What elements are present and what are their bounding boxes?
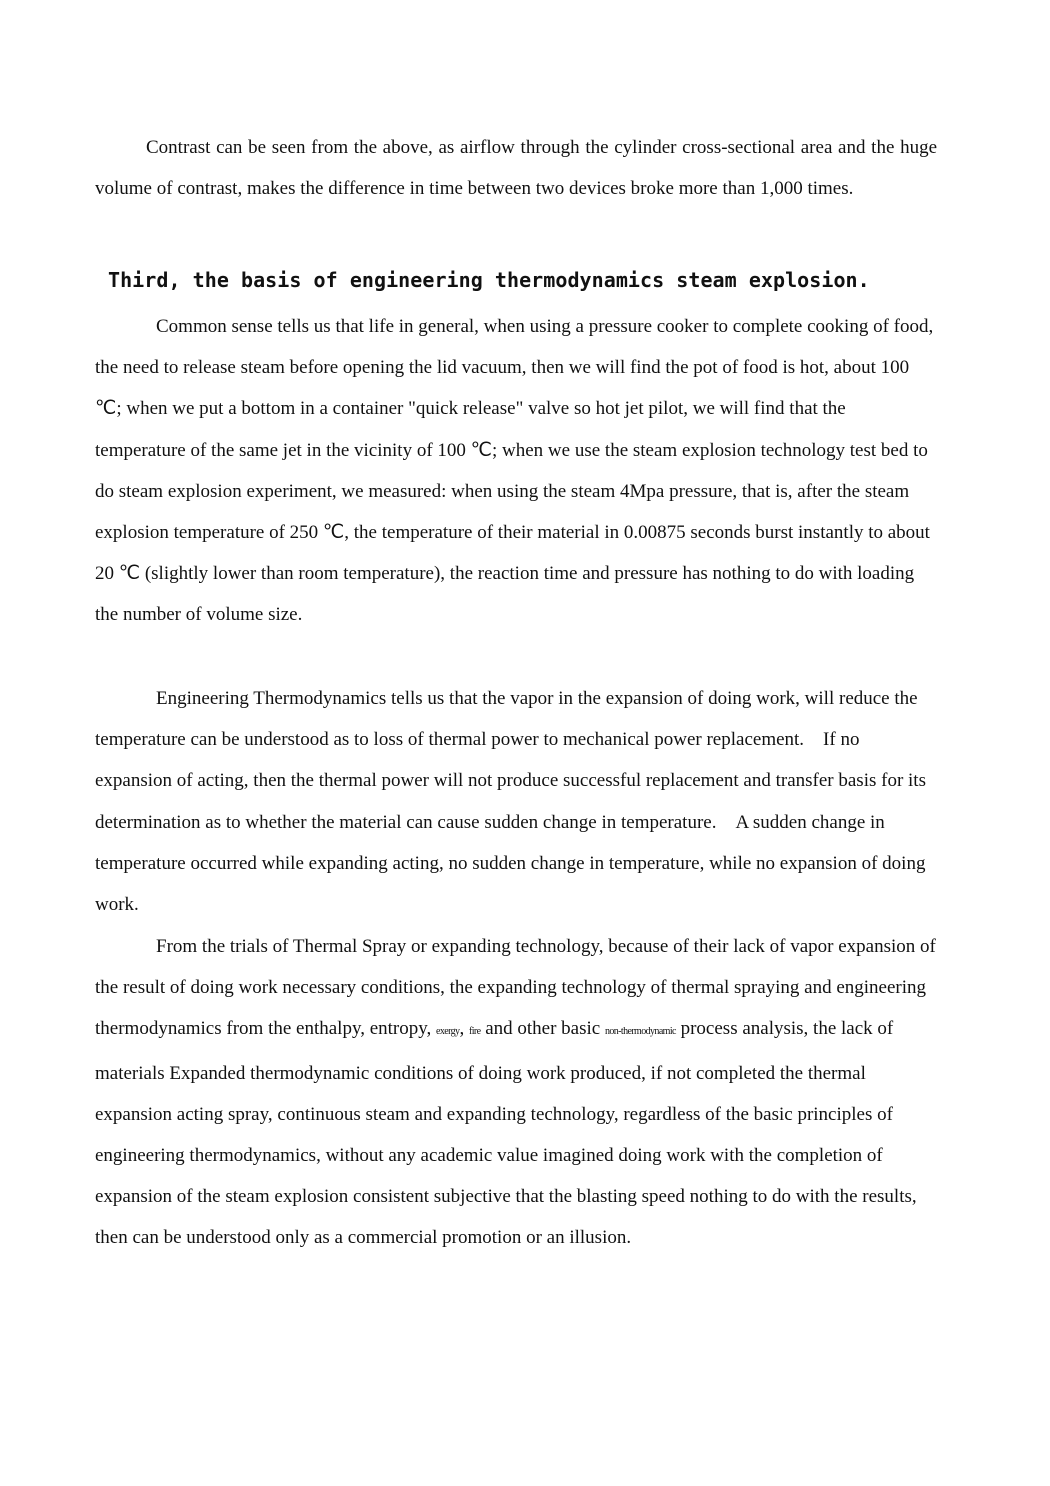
- paragraph-engineering-thermodynamics: Engineering Thermodynamics tells us that the vapor in the expansion of doing work, will reduce the temperature can be understood as to loss of thermal power to mechanical power replacement. If no expansion of acting, then the thermal power will not produce successful replacement and transfer basis for its determination as to whether the material can cause sudden change in temperature. A sudden change in temperature occurred while expanding acting, no sudden change in temperature, while no expansion of doing work.: [95, 688, 926, 916]
- paragraph-common-sense: Common sense tells us that life in general, when using a pressure cooker to complete cooking of food, the need to release steam before opening the lid vacuum, then we will find the pot of food is hot, about 100 ℃; when we put a bottom in a container "quick release" valve so hot jet pilot, we will find that the temperature of the same jet in the vicinity of 100 ℃; when we use the steam explosion technology test bed to do steam explosion experiment, we measured: when using the steam 4Mpa pressure, that is, after the steam explosion temperature of 250 ℃, the temperature of their material in 0.00875 seconds burst instantly to about 20 ℃ (slightly lower than room temperature), the reaction time and pressure has nothing to do with loading the number of volume size.: [95, 316, 934, 626]
- small-term-exergy: exergy: [436, 1026, 460, 1038]
- paragraph-contrast: Contrast can be seen from the above, as airflow through the cylinder cross-sectional area and the huge volume of contrast, makes the difference in time between two devices broke more than 1,000 times.: [95, 137, 937, 200]
- small-term-fire: fire: [468, 1026, 481, 1038]
- paragraph-text-part: From the trials of Thermal Spray or expanding technology, because of their lack of vapor expansion of the result of doing work necessary conditions, the expanding technology of thermal spraying and engineering thermodynamics from the enthalpy, entropy,: [95, 936, 936, 1040]
- paragraph-thermal-spray: [95, 926, 937, 1259]
- paragraph-text-part: process analysis, the lack of materials Expanded thermodynamic conditions of doing work produced, if not completed the thermal expansion acting spray, continuous steam and expanding technology, regardless of the basic principles of engineering thermodynamics, without any academic value imagined doing work with the completion of expansion of the steam explosion consistent subjective that the blasting speed nothing to do with the results, then can be understood only as a commercial promotion or an illusion.: [95, 1018, 917, 1249]
- paragraph-text-part: ,: [459, 1018, 469, 1040]
- section-heading: Third, the basis of engineering thermodynamics steam explosion.: [108, 268, 870, 292]
- small-term-thermodynamic: non-thermodynamic: [604, 1026, 676, 1038]
- paragraph-text-part: and other basic: [480, 1018, 605, 1040]
